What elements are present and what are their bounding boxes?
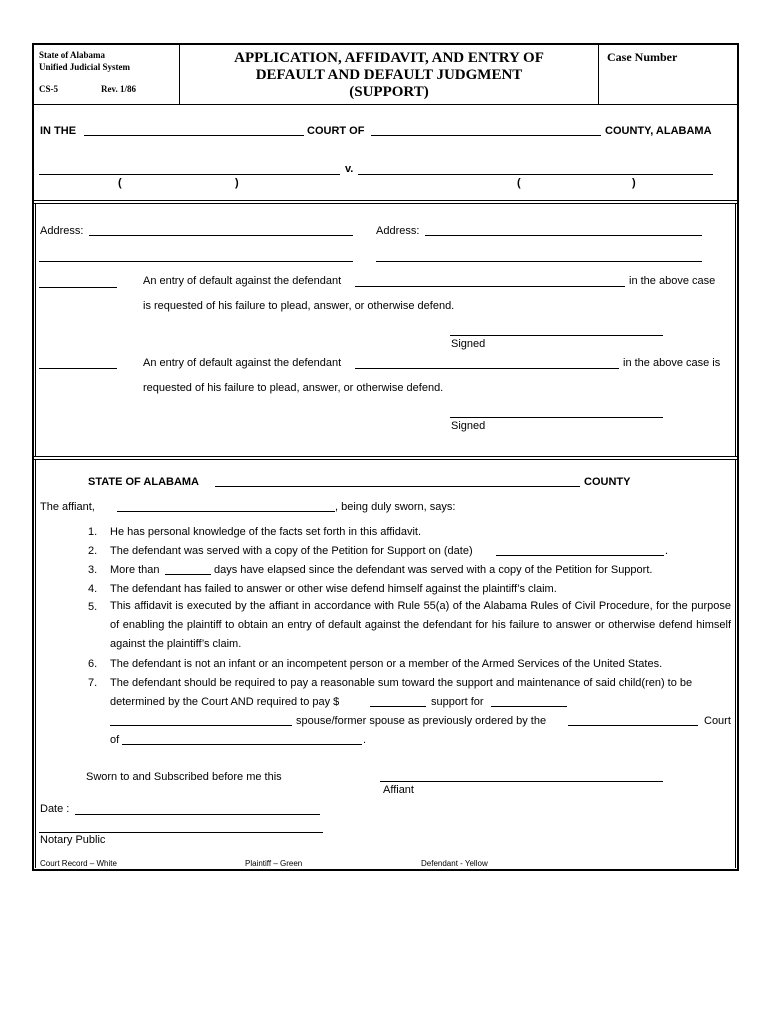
item-2-period: . — [665, 545, 669, 557]
item-5-text: This affidavit is executed by the affiant in accordance with Rule 55(a) of the Alabama Rules of Civil Procedure, for the purpose of enabling the plaintiff to obtain an entry of default against the defendant for his failure to answer or otherwise defend himself against the plaintiff’s claim. — [110, 600, 731, 650]
item-7-text-e: Court — [704, 715, 731, 727]
affiant-label: Affiant — [383, 784, 414, 796]
item-7-period: . — [363, 734, 367, 746]
date-label: Date : — [40, 803, 70, 815]
plaintiff-address-field-2[interactable] — [39, 261, 353, 262]
sworn-text: Sworn to and Subscribed before me this — [86, 771, 282, 783]
section-side-right-1 — [735, 204, 736, 456]
section-side-left-2 — [35, 460, 36, 868]
section-side-left-1 — [35, 204, 36, 456]
versus-label: v. — [345, 163, 354, 175]
default-entry-1-initials[interactable] — [39, 287, 117, 288]
state-name: State of Alabama — [39, 50, 105, 60]
defendant-field[interactable] — [358, 174, 713, 175]
item-7-number: 7. — [88, 677, 98, 689]
item-4-text: The defendant has failed to answer or other wise defend himself against the plaintiff’s claim. — [110, 583, 557, 595]
defendant-address-field-1[interactable] — [425, 235, 702, 236]
court-of-label: COURT OF — [307, 125, 365, 137]
section-rule-2b — [32, 459, 739, 460]
default-entry-2-text: An entry of default against the defendant — [143, 357, 342, 369]
title-line-1: APPLICATION, AFFIDAVIT, AND ENTRY OF — [234, 50, 544, 66]
item-4-number: 4. — [88, 583, 98, 595]
ordering-court-field[interactable] — [568, 725, 698, 726]
item-3-number: 3. — [88, 564, 98, 576]
defendant-paren-open: ( — [517, 177, 521, 189]
item-7-text-b: determined by the Court AND required to pay $ — [110, 696, 340, 708]
service-date-field[interactable] — [496, 555, 664, 556]
support-amount-field[interactable] — [370, 706, 426, 707]
affidavit-county-label: COUNTY — [584, 476, 631, 488]
section-rule-1b — [32, 203, 739, 204]
plaintiff-address-label: Address: — [40, 225, 84, 237]
default-entry-2-defendant-field[interactable] — [355, 368, 619, 369]
item-7-text-c: support for — [431, 696, 484, 708]
support-for-field[interactable] — [491, 706, 567, 707]
item-6-number: 6. — [88, 658, 98, 670]
signed-label-1: Signed — [451, 338, 486, 350]
signature-line-2[interactable] — [450, 417, 663, 418]
defendant-paren-close: ) — [632, 177, 636, 189]
county-field[interactable] — [371, 135, 601, 136]
in-the-label: IN THE — [40, 125, 77, 137]
section-side-right-2 — [735, 460, 736, 868]
notary-public-label: Notary Public — [40, 834, 106, 846]
defendant-address-label: Address: — [376, 225, 420, 237]
default-entry-1-text-cont: is requested of his failure to plead, answer, or otherwise defend. — [143, 300, 455, 312]
default-entry-1-text: An entry of default against the defendant — [143, 275, 342, 287]
title-line-2: DEFAULT AND DEFAULT JUDGMENT — [255, 67, 523, 83]
default-entry-2-initials[interactable] — [39, 368, 117, 369]
affidavit-county-field[interactable] — [215, 486, 580, 487]
item-1-number: 1. — [88, 526, 98, 538]
system-name: Unified Judicial System — [39, 62, 131, 72]
item-5-number: 5. — [88, 601, 98, 613]
date-field[interactable] — [75, 814, 320, 815]
spouse-name-field[interactable] — [110, 725, 292, 726]
plaintiff-field[interactable] — [39, 174, 340, 175]
section-rule-1a — [32, 200, 739, 201]
default-entry-1-text-end: in the above case — [629, 275, 716, 287]
item-7-text-d: spouse/former spouse as previously ordered by the — [296, 715, 547, 727]
copy-plaintiff: Plaintiff – Green — [245, 859, 303, 868]
days-elapsed-field[interactable] — [165, 574, 211, 575]
notary-signature-line[interactable] — [39, 832, 323, 833]
form-frame — [32, 43, 739, 871]
item-2-number: 2. — [88, 545, 98, 557]
item-7-text-f: of — [110, 734, 120, 746]
form-revision: Rev. 1/86 — [101, 84, 136, 94]
default-entry-2-text-cont: requested of his failure to plead, answer, or otherwise defend. — [143, 382, 444, 394]
copy-defendant: Defendant - Yellow — [421, 859, 488, 868]
item-7-text-a: The defendant should be required to pay a reasonable sum toward the support and maintenance of said child(ren) to be — [110, 677, 693, 689]
court-type-field[interactable] — [84, 135, 304, 136]
affiant-sworn-says: , being duly sworn, says: — [335, 501, 456, 513]
header-bottom-rule — [32, 104, 739, 105]
form-id: CS-5 — [39, 84, 59, 94]
court-county-field[interactable] — [122, 744, 362, 745]
case-number-label: Case Number — [607, 50, 678, 64]
copy-court-record: Court Record – White — [40, 859, 117, 868]
plaintiff-paren-close: ) — [235, 177, 239, 189]
item-6-text: The defendant is not an infant or an incompetent person or a member of the Armed Services of the United States. — [110, 658, 663, 670]
signed-label-2: Signed — [451, 420, 486, 432]
item-3-text-b: days have elapsed since the defendant was served with a copy of the Petition for Support. — [214, 564, 653, 576]
section-rule-2a — [32, 456, 739, 457]
item-3-text-a: More than — [110, 564, 160, 576]
item-1-text: He has personal knowledge of the facts set forth in this affidavit. — [110, 526, 422, 538]
affiant-name-field[interactable] — [117, 511, 335, 512]
form-title — [180, 50, 598, 101]
item-2-text: The defendant was served with a copy of the Petition for Support on (date) — [110, 545, 473, 557]
state-of-alabama-label: STATE OF ALABAMA — [88, 476, 200, 488]
plaintiff-address-field-1[interactable] — [89, 235, 353, 236]
title-line-3: (SUPPORT) — [349, 84, 429, 100]
affiant-intro: The affiant, — [40, 501, 95, 513]
default-entry-1-defendant-field[interactable] — [355, 286, 625, 287]
signature-line-1[interactable] — [450, 335, 663, 336]
default-entry-2-text-end: in the above case is — [623, 357, 721, 369]
affiant-signature-line[interactable] — [380, 781, 663, 782]
defendant-address-field-2[interactable] — [376, 261, 702, 262]
plaintiff-paren-open: ( — [118, 177, 122, 189]
county-alabama-label: COUNTY, ALABAMA — [605, 125, 712, 137]
